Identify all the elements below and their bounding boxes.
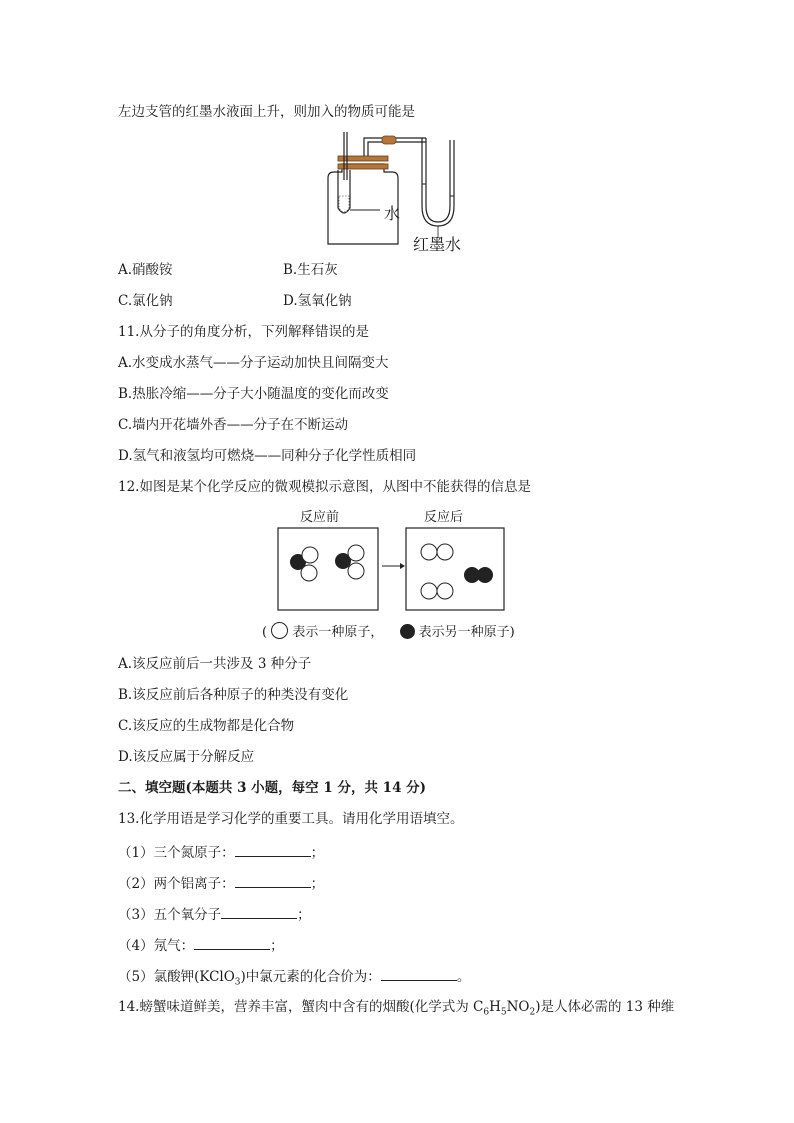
white-atom-icon — [271, 622, 288, 639]
q11-option-d: D.氢气和液氢均可燃烧——同种分子化学性质相同 — [118, 448, 417, 464]
q11-option-b: B.热胀冷缩——分子大小随温度的变化而改变 — [118, 386, 389, 402]
q13-item-4-label: （4）氖气： — [118, 938, 195, 954]
answer-blank-5[interactable] — [381, 966, 457, 981]
q13-item-1-label: （1）三个氮原子： — [118, 845, 235, 861]
q14-sub-3: 2 — [529, 1007, 536, 1018]
answer-blank-3[interactable] — [221, 904, 297, 919]
q12-option-c: C.该反应的生成物都是化合物 — [118, 718, 295, 734]
q13-item-4-end: ； — [270, 938, 284, 954]
answer-blank-4[interactable] — [194, 935, 270, 950]
legend-white-text: 表示一种原子， — [292, 625, 384, 640]
q13-item-3 — [118, 904, 311, 924]
q11-stem: 11.从分子的角度分析，下列解释错误的是 — [118, 324, 369, 340]
q14-stem-post: )是人体必需的 13 种维 — [535, 999, 675, 1015]
q10-option-a: A.硝酸铵 — [118, 262, 173, 278]
q13-item-4 — [118, 935, 284, 955]
q14-stem-pre: 14.螃蟹味道鲜美，营养丰富，蟹肉中含有的烟酸(化学式为 C — [118, 999, 484, 1015]
q10-option-d: D.氢氧化钠 — [283, 293, 352, 309]
water-label: 水 — [384, 204, 401, 223]
q13-item-5 — [118, 966, 470, 992]
q13-item-2 — [118, 873, 324, 893]
section-heading: 二、填空题(本题共 3 小题，每空 1 分，共 14 分) — [118, 780, 427, 796]
legend-black-text: 表示另一种原子) — [418, 625, 515, 640]
q14-stem — [118, 998, 674, 1022]
q13-item-2-end: ； — [310, 876, 325, 892]
q14-sub-1: 6 — [483, 1007, 490, 1018]
q13-item-5-end: 。 — [456, 969, 471, 985]
q13-item-3-end: ； — [297, 907, 311, 923]
q14-mid-1: H — [489, 999, 501, 1015]
q13-item-5-subscript: 3 — [234, 977, 241, 988]
q13-item-5-label-post: )中氯元素的化合价为： — [240, 969, 381, 985]
q14-sub-2: 5 — [500, 1007, 507, 1018]
after-label: 反应后 — [424, 510, 464, 525]
q12-stem: 12.如图是某个化学反应的微观模拟示意图，从图中不能获得的信息是 — [118, 479, 531, 495]
q12-option-b: B.该反应前后各种原子的种类没有变化 — [118, 687, 349, 703]
q10-option-c: C.氯化钠 — [118, 293, 173, 309]
q13-stem: 13.化学用语是学习化学的重要工具。请用化学用语填空。 — [118, 811, 464, 827]
red-ink-label: 红墨水 — [413, 235, 462, 254]
answer-blank-2[interactable] — [235, 873, 311, 888]
q13-item-3-label: （3）五个氧分子 — [118, 907, 222, 923]
q13-item-2-label: （2）两个铝离子： — [118, 876, 235, 892]
black-atom-icon — [400, 624, 415, 639]
before-label: 反应前 — [300, 510, 340, 525]
q13-item-5-label-pre: （5）氯酸钾(KClO — [118, 969, 235, 985]
q13-item-1-end: ； — [310, 845, 325, 861]
reaction-diagram — [276, 526, 508, 614]
q11-option-c: C.墙内开花墙外香——分子在不断运动 — [118, 417, 349, 433]
legend-open-paren: ( — [262, 625, 268, 640]
q12-option-d: D.该反应属于分解反应 — [118, 749, 255, 765]
q11-option-a: A.水变成水蒸气——分子运动加快且间隔变大 — [118, 355, 389, 371]
q13-item-1 — [118, 842, 324, 862]
reaction-legend — [262, 622, 515, 642]
q10-stem-tail: 左边支管的红墨水液面上升，则加入的物质可能是 — [118, 104, 415, 120]
q12-option-a: A.该反应前后一共涉及 3 种分子 — [118, 656, 312, 672]
answer-blank-1[interactable] — [235, 842, 311, 857]
q10-option-b: B.生石灰 — [283, 262, 338, 278]
q14-mid-2: NO — [506, 999, 530, 1015]
